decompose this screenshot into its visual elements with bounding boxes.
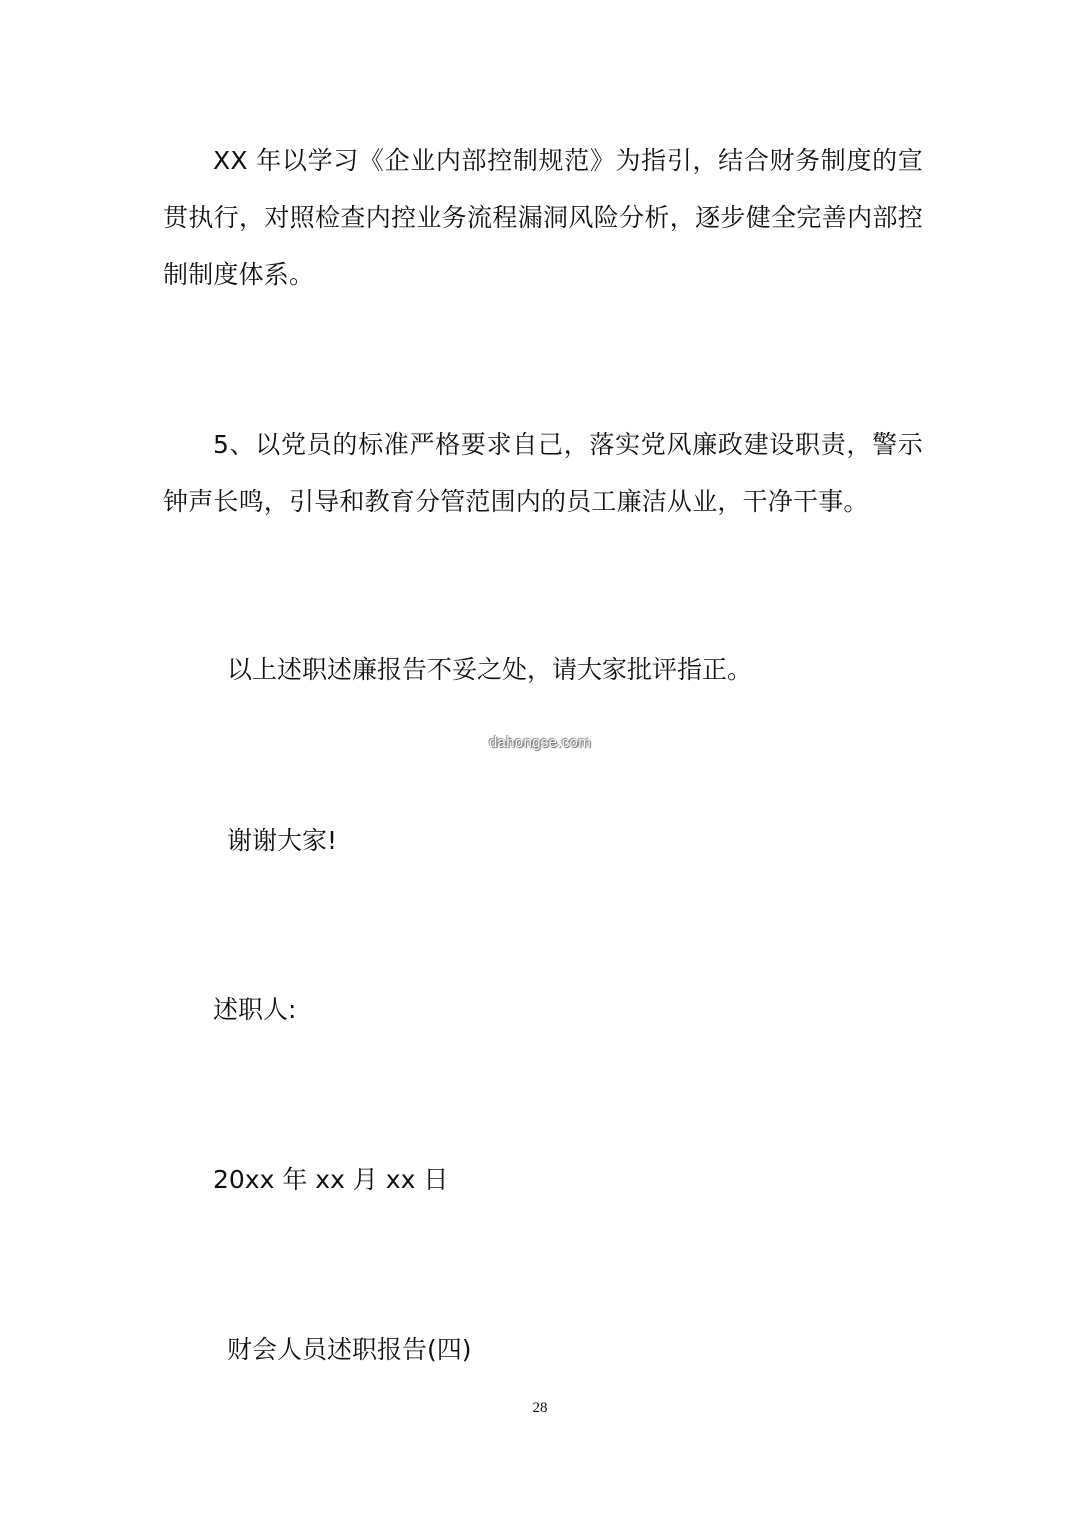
paragraph-closing-request: 以上述职述廉报告不妥之处，请大家批评指正。 bbox=[227, 655, 753, 684]
page-number: 28 bbox=[532, 1400, 548, 1416]
watermark-text: dahongse.com bbox=[488, 734, 591, 751]
paragraph-party-integrity: 5、以党员的标准严格要求自己，落实党风廉政建设职责，警示钟声长鸣，引导和教育分管范围内的员工廉洁从业，干净干事。 bbox=[163, 430, 923, 516]
signer-label: 述职人: bbox=[213, 995, 297, 1024]
report-date: 20xx 年 xx 月 xx 日 bbox=[213, 1165, 449, 1194]
thanks-text: 谢谢大家! bbox=[227, 826, 338, 855]
next-report-title: 财会人员述职报告(四) bbox=[227, 1335, 472, 1364]
paragraph-internal-control: XX 年以学习《企业内部控制规范》为指引，结合财务制度的宣贯执行，对照检查内控业务流程漏洞风险分析，逐步健全完善内部控制制度体系。 bbox=[163, 146, 923, 289]
